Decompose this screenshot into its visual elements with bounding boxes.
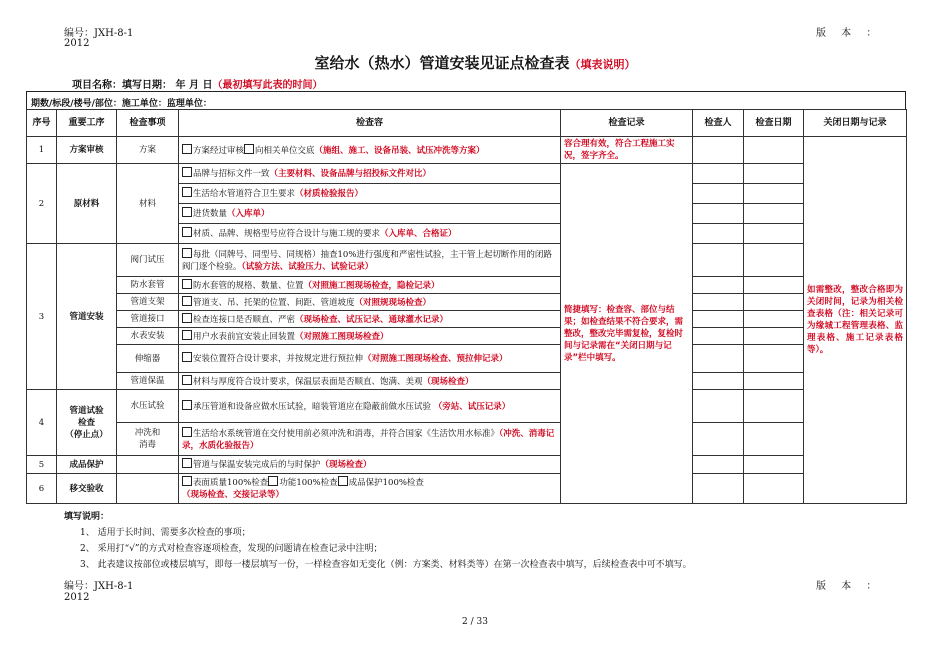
checkbox[interactable] xyxy=(182,248,192,258)
notes-heading: 填写说明： xyxy=(64,512,110,522)
inspector-cell[interactable] xyxy=(693,328,744,345)
row-content xyxy=(179,474,561,504)
check-note: （对照施工图现场检查） xyxy=(295,331,389,342)
inspector-cell[interactable] xyxy=(693,311,744,328)
title-note: （填表说明） xyxy=(569,58,636,71)
col-header-record: 检查记录 xyxy=(561,110,693,137)
record-cell-main: 简捷填写：检查容、部位与结果；如检查结果不符合要求，需整改，整改完毕需复检，复检时间与记录需在“关闭日期与记录”栏中填写。 xyxy=(561,164,693,504)
project-line xyxy=(72,76,322,91)
check-note: （对照规现场检查） xyxy=(354,297,432,308)
check-text: 管道与保温安装完成后的与时保护 xyxy=(193,460,321,470)
checkbox[interactable] xyxy=(182,296,192,306)
row-content xyxy=(179,345,561,373)
table-row xyxy=(27,345,907,373)
check-note: （现场检查、试压记录、通球灌水记录） xyxy=(295,314,449,325)
row-item xyxy=(117,456,179,474)
doc-code: 编号：JXH-8-1 xyxy=(64,28,134,39)
checkbox[interactable] xyxy=(182,476,192,486)
check-text: 管道支、吊、托架的位置、间距、管道坡度 xyxy=(193,297,355,308)
row-content xyxy=(179,277,561,294)
page-number: 2 / 33 xyxy=(462,617,488,627)
check-note: （试验方法、试验压力、试验记录） xyxy=(241,261,374,272)
row-content xyxy=(179,311,561,328)
date-cell[interactable] xyxy=(744,328,804,345)
row-content xyxy=(179,164,561,184)
row-content xyxy=(179,224,561,244)
check-text: 材质、品牌、规格型号应符合设计与施工规的要求 xyxy=(193,229,381,239)
checkbox[interactable] xyxy=(182,330,192,340)
check-text: 用户水表前宜安装止回装置 xyxy=(193,331,296,342)
checkbox[interactable] xyxy=(182,375,192,385)
process-line: （停止点） xyxy=(65,429,108,440)
date-cell[interactable] xyxy=(744,311,804,328)
checkbox[interactable] xyxy=(182,352,192,362)
check-text: 表面质量100%检查 xyxy=(193,478,269,488)
inspector-cell[interactable] xyxy=(693,345,744,373)
date-cell[interactable] xyxy=(744,224,804,244)
process-line: 管道试验 xyxy=(69,405,104,416)
row-item: 水表安装 xyxy=(117,328,179,345)
date-cell[interactable] xyxy=(744,345,804,373)
row-item: 管道保温 xyxy=(117,373,179,390)
closing-cell: 如需整改，整改合格即为关闭时间，记录为相关检查表格（注：相关记录可为缘城工程管理表格、监理表格、施工记录表格等）。 xyxy=(804,137,907,504)
row-item: 方案 xyxy=(117,137,179,164)
row-no: 3 xyxy=(27,244,57,390)
footer-year: 2012 xyxy=(64,592,90,603)
inspector-cell[interactable] xyxy=(693,184,744,204)
col-header-date: 检查日期 xyxy=(744,110,804,137)
row-content xyxy=(179,423,561,456)
date-cell[interactable] xyxy=(744,373,804,390)
col-header-item: 检查事项 xyxy=(117,110,179,137)
check-note: （现场检查、交接记录等） xyxy=(182,490,285,500)
checkbox[interactable] xyxy=(182,427,192,437)
note-item: 2、 采用打“√”的方式对检查容逐项检查，发现的问题请在检查记录中注明； xyxy=(80,544,383,554)
row-content xyxy=(179,456,561,474)
row-item xyxy=(117,423,179,456)
col-header-closing: 关闭日期与记录 xyxy=(804,110,907,137)
row-no: 2 xyxy=(27,164,57,244)
inspector-cell[interactable] xyxy=(693,390,744,423)
inspector-cell[interactable] xyxy=(693,224,744,244)
page-title xyxy=(0,52,950,73)
col-header-no: 序号 xyxy=(27,110,57,137)
doc-year: 2012 xyxy=(64,38,90,49)
row-process: 方案审核 xyxy=(57,137,117,164)
inspector-cell[interactable] xyxy=(693,277,744,294)
check-text: 品牌与招标文件一致 xyxy=(193,169,270,179)
table-row xyxy=(27,311,907,328)
row-item: 阀门试压 xyxy=(117,244,179,277)
row-process xyxy=(57,390,117,456)
date-cell[interactable] xyxy=(744,390,804,423)
checkbox[interactable] xyxy=(182,313,192,323)
row-item: 材料 xyxy=(117,164,179,244)
date-cell[interactable] xyxy=(744,137,804,164)
checkbox[interactable] xyxy=(182,458,192,468)
table-row xyxy=(27,277,907,294)
col-header-content: 检查容 xyxy=(179,110,561,137)
table-row xyxy=(27,164,907,184)
row-content xyxy=(179,244,561,277)
date-cell[interactable] xyxy=(744,204,804,224)
row-content xyxy=(179,137,561,164)
inspector-cell[interactable] xyxy=(693,244,744,277)
checkbox[interactable] xyxy=(244,144,254,154)
row-content xyxy=(179,373,561,390)
row-content xyxy=(179,184,561,204)
checkbox[interactable] xyxy=(182,227,192,237)
inspection-table xyxy=(26,109,907,504)
table-row xyxy=(27,373,907,390)
check-text: 每批（同牌号、同型号、同规格）抽查10%进行强度和严密性试验，主干管上起切断作用的闭路阀门逐个检验。 xyxy=(182,249,552,272)
row-content xyxy=(179,294,561,311)
doc-version: 版 本 ： xyxy=(816,28,883,39)
date-cell[interactable] xyxy=(744,277,804,294)
item-line: 冲洗和 xyxy=(134,428,161,438)
note-item: 1、 适用于长时间、需要多次检查的事项； xyxy=(80,528,251,538)
row-no: 1 xyxy=(27,137,57,164)
date-cell[interactable] xyxy=(744,184,804,204)
table-row xyxy=(27,137,907,164)
row-item: 伸缩器 xyxy=(117,345,179,373)
checkbox[interactable] xyxy=(182,279,192,289)
check-text: 材料与厚度符合设计要求，保温层表面是否顺直、饱满、美观 xyxy=(193,376,423,387)
row-no: 4 xyxy=(27,390,57,456)
col-header-process: 重要工序 xyxy=(57,110,117,137)
inspector-cell[interactable] xyxy=(693,423,744,456)
row-item: 水压试验 xyxy=(117,390,179,423)
check-text: 检查连接口是否顺直、严密 xyxy=(193,314,296,325)
check-note: （入库单、合格证） xyxy=(380,229,457,239)
check-text: 成品保护100%检查 xyxy=(348,478,424,488)
check-text: 进货数量 xyxy=(193,209,228,219)
date-cell[interactable] xyxy=(744,244,804,277)
check-text: 防水套管的规格、数量、位置 xyxy=(193,280,304,291)
checkbox[interactable] xyxy=(182,207,192,217)
check-note: （施组、施工、设备吊装、试压冲洗等方案） xyxy=(314,145,485,156)
checkbox[interactable] xyxy=(182,144,192,154)
table-row xyxy=(27,294,907,311)
footer-version: 版 本 ： xyxy=(816,581,883,592)
meta-bar: 期数/标段/楼号/部位：施工单位：监理单位： xyxy=(26,91,906,109)
check-note: （现场检查） xyxy=(422,376,474,387)
check-text: 安装位置符合设计要求，并按规定进行预拉伸 xyxy=(193,354,364,364)
row-item: 管道接口 xyxy=(117,311,179,328)
inspector-cell[interactable] xyxy=(693,456,744,474)
check-text: 功能100%检查 xyxy=(279,478,338,488)
row-no: 6 xyxy=(27,474,57,504)
date-cell[interactable] xyxy=(744,456,804,474)
title-text: 室给水（热水）管道安装见证点检查表 xyxy=(314,54,570,72)
checkbox[interactable] xyxy=(182,400,192,410)
table-row xyxy=(27,390,907,423)
check-note: （主要材料、设备品牌与招投标文件对比） xyxy=(269,169,432,179)
fill-notes xyxy=(64,509,692,573)
check-text: 生活给水管道符合卫生要求 xyxy=(193,189,296,199)
table-row xyxy=(27,474,907,504)
inspector-cell[interactable] xyxy=(693,204,744,224)
inspector-cell[interactable] xyxy=(693,373,744,390)
item-line: 消毒 xyxy=(138,440,156,450)
row-content xyxy=(179,328,561,345)
row-item: 管道支架 xyxy=(117,294,179,311)
process-line: 检查 xyxy=(77,417,95,428)
row-item: 防水套管 xyxy=(117,277,179,294)
checkbox[interactable] xyxy=(268,476,278,486)
date-cell[interactable] xyxy=(744,294,804,311)
date-cell[interactable] xyxy=(744,423,804,456)
check-text: 向相关单位交底 xyxy=(255,145,315,156)
check-text: 生活给水系统管道在交付使用前必须冲洗和消毒，并符合国家《生活饮用水标准》 xyxy=(193,428,500,439)
inspector-cell[interactable] xyxy=(693,474,744,504)
col-header-inspector: 检查人 xyxy=(693,110,744,137)
project-note: （最初填写此表的时间） xyxy=(212,80,323,91)
date-cell[interactable] xyxy=(744,474,804,504)
row-process: 移交验收 xyxy=(57,474,117,504)
inspector-cell[interactable] xyxy=(693,294,744,311)
table-row xyxy=(27,328,907,345)
row-content xyxy=(179,390,561,423)
record-cell-r1: 容合理有效，符合工程施工实况，签字齐全。 xyxy=(561,137,693,164)
check-note: （冲洗、消毒记录，水质化验报告） xyxy=(182,428,555,451)
check-note: （旁站、试压记录） xyxy=(433,401,511,412)
check-note: （入库单） xyxy=(227,209,270,219)
project-label: 项目名称：填写日期： 年 月 日 xyxy=(72,80,213,91)
table-header-row xyxy=(27,110,907,137)
row-item xyxy=(117,474,179,504)
row-process: 管道安装 xyxy=(57,244,117,390)
checkbox[interactable] xyxy=(182,187,192,197)
inspector-cell[interactable] xyxy=(693,164,744,184)
check-note: （现场检查） xyxy=(320,460,372,470)
footer-code: 编号：JXH-8-1 xyxy=(64,581,134,592)
check-text: 方案经过审核 xyxy=(193,145,245,156)
check-note: （对照施工图现场检查，隐检记录） xyxy=(303,280,440,291)
checkbox[interactable] xyxy=(182,167,192,177)
check-text: 承压管道和设备应做水压试验，暗装管道应在隐蔽前做水压试验 xyxy=(193,401,432,412)
row-process: 原材料 xyxy=(57,164,117,244)
inspector-cell[interactable] xyxy=(693,137,744,164)
check-note: （对照施工图现场检查、预拉伸记录） xyxy=(363,354,508,364)
checkbox[interactable] xyxy=(338,476,348,486)
table-row xyxy=(27,456,907,474)
row-no: 5 xyxy=(27,456,57,474)
row-process: 成品保护 xyxy=(57,456,117,474)
check-note: （材质检验报告） xyxy=(295,189,364,199)
table-row xyxy=(27,423,907,456)
note-item: 3、 此表建议按部位或楼层填写，即每一楼层填写一份，一样检查容如无变化（例：方案类、材料类等）在第一次检查表中填写，后续检查表中可不填写。 xyxy=(80,560,692,570)
row-content xyxy=(179,204,561,224)
date-cell[interactable] xyxy=(744,164,804,184)
table-row xyxy=(27,244,907,277)
